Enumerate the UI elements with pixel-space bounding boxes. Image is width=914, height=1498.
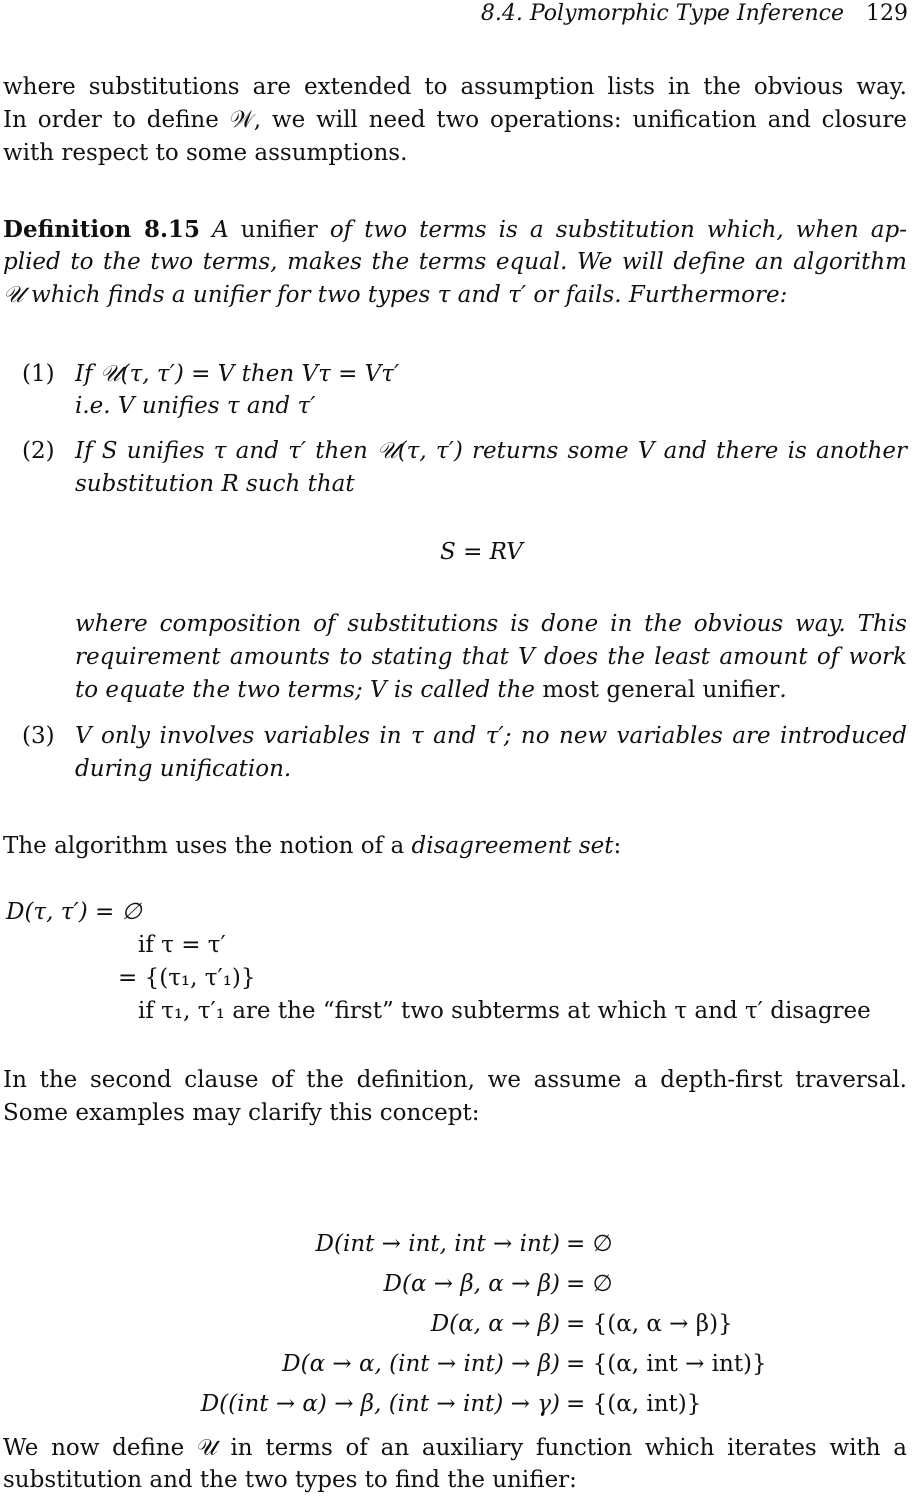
item-number: (3) <box>22 723 55 749</box>
example-lhs: D(α → α, (int → int) → β) <box>282 1351 560 1377</box>
para4-line: substitution and the two types to find the unifier: <box>3 1467 577 1493</box>
para1-line: In order to define 𝒲, we will need two operations: unification and closure <box>3 107 907 133</box>
page-number: 129 <box>866 1 908 26</box>
para1-line: where substitutions are extended to assumption lists in the obvious way. <box>3 74 907 100</box>
disagreement-line: D(τ, τ′) = ∅ <box>6 899 142 925</box>
item-line: during unification. <box>75 756 292 782</box>
item-number: (2) <box>22 438 55 464</box>
disagreement-line: = {(τ₁, τ′₁)} <box>118 965 256 991</box>
example-lhs: D((int → α) → β, (int → int) → γ) <box>200 1391 560 1417</box>
definition-line1: Definition 8.15 A unifier of two terms is a substitution which, when ap- <box>3 216 908 243</box>
term-unifier: unifier <box>240 217 318 243</box>
definition-label: Definition 8.15 <box>3 216 200 243</box>
para4-line: We now define 𝒰 in terms of an auxiliary function which iterates with a <box>3 1435 907 1461</box>
example-rhs: = {(α, α → β)} <box>566 1311 733 1337</box>
item-line: If 𝒰(τ, τ′) = V then Vτ = Vτ′ <box>75 361 400 387</box>
term-disagreement-set: disagreement set <box>411 833 614 859</box>
disagreement-line: if τ₁, τ′₁ are the “first” two subterms at which τ and τ′ disagree <box>138 998 871 1024</box>
para3-line: Some examples may clarify this concept: <box>3 1100 480 1126</box>
item-line: where composition of substitutions is done in the obvious way. This <box>75 611 907 637</box>
definition-line3: 𝒰 which finds a unifier for two types τ and τ′ or fails. Furthermore: <box>3 282 788 308</box>
example-lhs: D(α → β, α → β) <box>383 1271 560 1297</box>
equation-s-rv: S = RV <box>440 539 523 565</box>
item-line: to equate the two terms; V is called the most general unifier. <box>75 677 787 703</box>
example-lhs: D(int → int, int → int) <box>315 1231 560 1257</box>
item-line: V only involves variables in τ and τ′; no new variables are introduced <box>75 723 907 749</box>
item-number: (1) <box>22 361 55 387</box>
running-header <box>481 0 908 28</box>
item-line: If S unifies τ and τ′ then 𝒰(τ, τ′) returns some V and there is another <box>75 438 907 464</box>
para2: The algorithm uses the notion of a disagreement set: <box>3 833 622 859</box>
para1-line: with respect to some assumptions. <box>3 140 408 166</box>
section-title: 8.4. Polymorphic Type Inference <box>480 1 844 26</box>
item-line: i.e. V unifies τ and τ′ <box>75 393 316 419</box>
term-mgu: most general unifier <box>542 677 780 703</box>
example-rhs: = ∅ <box>566 1231 613 1257</box>
para3-line: In the second clause of the definition, we assume a depth-first traversal. <box>3 1067 907 1093</box>
example-rhs: = {(α, int → int)} <box>566 1351 767 1377</box>
item-line: substitution R such that <box>75 471 355 497</box>
disagreement-line: if τ = τ′ <box>138 932 226 958</box>
definition-line2: plied to the two terms, makes the terms equal. We will define an algorithm <box>3 249 907 275</box>
example-rhs: = ∅ <box>566 1271 613 1297</box>
example-lhs: D(α, α → β) <box>430 1311 560 1337</box>
example-rhs: = {(α, int)} <box>566 1391 702 1417</box>
item-line: requirement amounts to stating that V does the least amount of work <box>75 644 907 670</box>
